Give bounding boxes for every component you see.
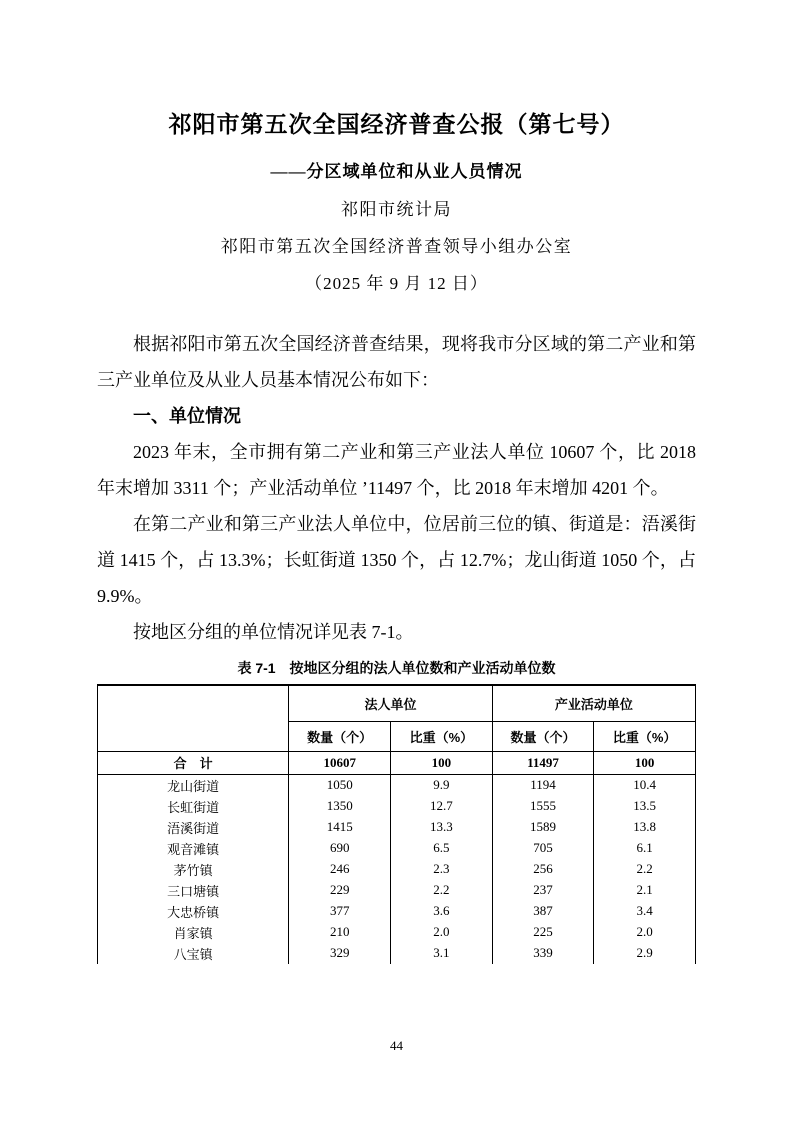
- value-cell: 705: [492, 838, 594, 859]
- sub-header-legal-count: 数量（个）: [289, 721, 391, 751]
- table-row: [98, 838, 696, 859]
- value-cell: 6.1: [594, 838, 696, 859]
- region-cell: 大忠桥镇: [98, 901, 289, 922]
- value-cell: 13.8: [594, 817, 696, 838]
- region-cell: 肖家镇: [98, 922, 289, 943]
- value-cell: 100: [391, 751, 493, 774]
- region-cell: 浯溪街道: [98, 817, 289, 838]
- units-by-region-table: [97, 684, 696, 964]
- value-cell: 329: [289, 943, 391, 964]
- value-cell: 1194: [492, 774, 594, 796]
- table-row: [98, 774, 696, 796]
- issuing-org-census-office: 祁阳市第五次全国经济普查领导小组办公室: [220, 237, 573, 256]
- paragraph-table-reference: 按地区分组的单位情况详见表 7-1。: [133, 622, 414, 642]
- region-cell: 合 计: [98, 751, 289, 774]
- table-caption: 表 7-1 按地区分组的法人单位数和产业活动单位数: [237, 660, 556, 676]
- paragraph-top-three-regions: 在第二产业和第三产业法人单位中，位居前三位的镇、街道是：浯溪街道 1415 个，占 13.3%；长虹街道 1350 个，占 12.7%；龙山街道 1050 个，占 9.9%。: [97, 514, 696, 606]
- value-cell: 210: [289, 922, 391, 943]
- value-cell: 3.1: [391, 943, 493, 964]
- sub-header-activity-share: 比重（%）: [594, 721, 696, 751]
- value-cell: 13.5: [594, 796, 696, 817]
- value-cell: 6.5: [391, 838, 493, 859]
- region-cell: 观音滩镇: [98, 838, 289, 859]
- region-cell: 龙山街道: [98, 774, 289, 796]
- sub-header-legal-share: 比重（%）: [391, 721, 493, 751]
- region-cell: 八宝镇: [98, 943, 289, 964]
- value-cell: 2.2: [391, 880, 493, 901]
- value-cell: 246: [289, 859, 391, 880]
- paragraph-units-overview: 2023 年末，全市拥有第二产业和第三产业法人单位 10607 个，比 2018 年末增加 3311 个；产业活动单位 ’11497 个，比 2018 年末增加 4201 个。: [97, 442, 696, 498]
- value-cell: 13.3: [391, 817, 493, 838]
- value-cell: 9.9: [391, 774, 493, 796]
- issuing-org-statistics-bureau: 祁阳市统计局: [341, 200, 452, 219]
- value-cell: 225: [492, 922, 594, 943]
- intro-paragraph: 根据祁阳市第五次全国经济普查结果，现将我市分区域的第二产业和第三产业单位及从业人员基本情况公布如下：: [97, 334, 696, 390]
- value-cell: 12.7: [391, 796, 493, 817]
- value-cell: 2.0: [594, 922, 696, 943]
- table-row: [98, 859, 696, 880]
- value-cell: 2.0: [391, 922, 493, 943]
- table-group-header-row: [98, 685, 696, 721]
- region-header-cell: [98, 685, 289, 751]
- value-cell: 377: [289, 901, 391, 922]
- value-cell: 3.4: [594, 901, 696, 922]
- group-header-activity-units: 产业活动单位: [492, 685, 695, 721]
- table-row: [98, 796, 696, 817]
- issue-date-line: （2025 年 9 月 12 日）: [305, 274, 488, 293]
- value-cell: 339: [492, 943, 594, 964]
- page-number: 44: [390, 1038, 403, 1053]
- value-cell: 10.4: [594, 774, 696, 796]
- value-cell: 1415: [289, 817, 391, 838]
- value-cell: 237: [492, 880, 594, 901]
- value-cell: 2.2: [594, 859, 696, 880]
- value-cell: 1589: [492, 817, 594, 838]
- table-row: [98, 943, 696, 964]
- section-heading-units: 一、单位情况: [133, 406, 241, 426]
- table-row: [98, 880, 696, 901]
- value-cell: 1350: [289, 796, 391, 817]
- value-cell: 229: [289, 880, 391, 901]
- value-cell: 1050: [289, 774, 391, 796]
- table-row-total: [98, 751, 696, 774]
- table-row: [98, 901, 696, 922]
- value-cell: 3.6: [391, 901, 493, 922]
- value-cell: 2.1: [594, 880, 696, 901]
- value-cell: 387: [492, 901, 594, 922]
- value-cell: 2.3: [391, 859, 493, 880]
- value-cell: 256: [492, 859, 594, 880]
- document-subtitle: ——分区域单位和从业人员情况: [270, 162, 523, 181]
- table-row: [98, 817, 696, 838]
- sub-header-activity-count: 数量（个）: [492, 721, 594, 751]
- region-cell: 长虹街道: [98, 796, 289, 817]
- group-header-legal-units: 法人单位: [289, 685, 492, 721]
- value-cell: 690: [289, 838, 391, 859]
- value-cell: 2.9: [594, 943, 696, 964]
- value-cell: 11497: [492, 751, 594, 774]
- value-cell: 1555: [492, 796, 594, 817]
- table-row: [98, 922, 696, 943]
- region-cell: 三口塘镇: [98, 880, 289, 901]
- value-cell: 100: [594, 751, 696, 774]
- value-cell: 10607: [289, 751, 391, 774]
- document-title: 祁阳市第五次全国经济普查公报（第七号）: [168, 112, 625, 137]
- region-cell: 茅竹镇: [98, 859, 289, 880]
